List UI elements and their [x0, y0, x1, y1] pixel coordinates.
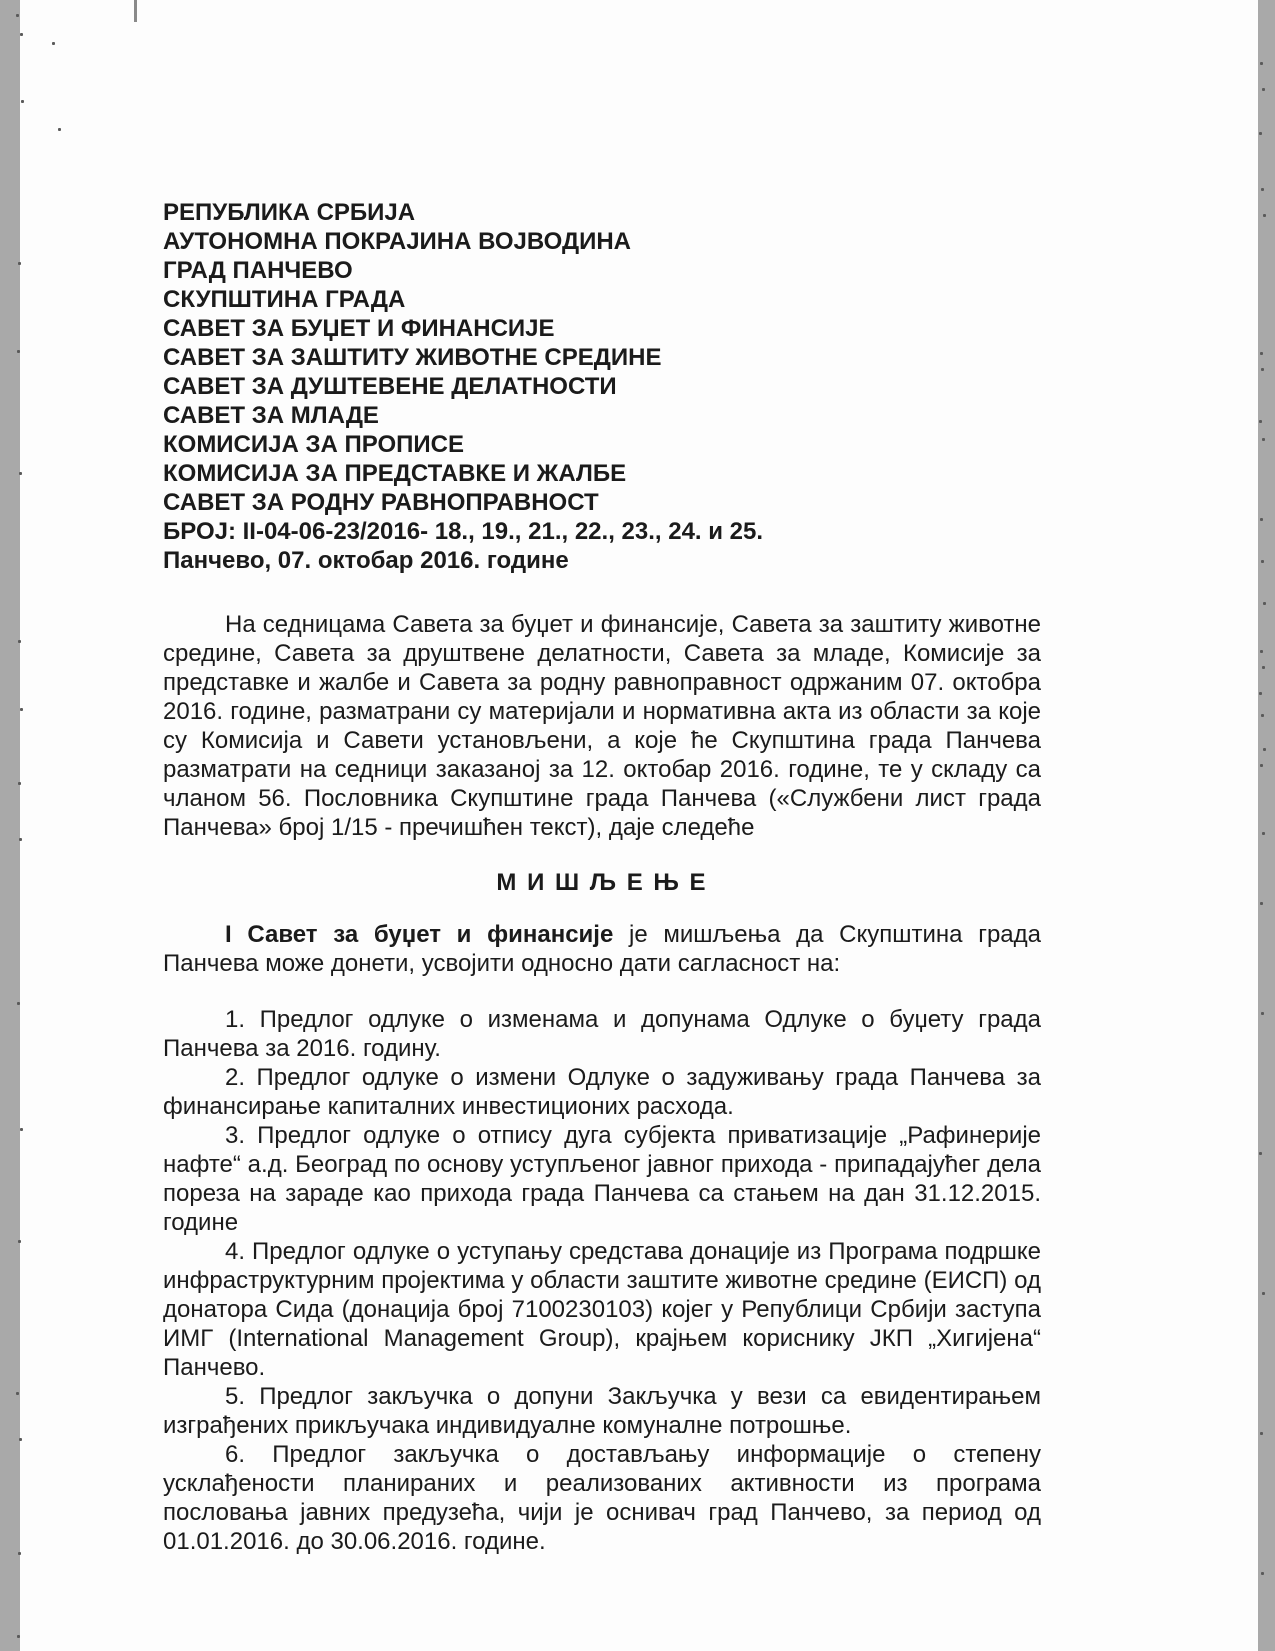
scan-speck [1261, 560, 1264, 563]
scan-speck [18, 782, 21, 785]
header-line-council-gender: САВЕТ ЗА РОДНУ РАВНОПРАВНОСТ [163, 489, 599, 516]
scan-speck [17, 1635, 20, 1638]
scan-speck [20, 33, 23, 36]
lead-paragraph-bold: I Савет за буџет и финансије [225, 921, 614, 948]
list-item-6: 6. Предлог закључка о достављању информације о степену усклађености планираних и реализованих активности из програма пословања јавних предузећа, чији је оснивач град Панчево, за период од 01.01.2016. до 30.06.2016. године. [163, 1441, 1041, 1555]
scan-speck [1261, 1012, 1264, 1015]
header-line-case-number: БРОЈ: II-04-06-23/2016- 18., 19., 21., 22., 23., 24. и 25. [163, 518, 764, 545]
header-line-date-place: Панчево, 07. октобар 2016. године [163, 547, 569, 574]
scan-speck [20, 708, 23, 711]
header-line-commission-appeals: КОМИСИЈА ЗА ПРЕДСТАВКЕ И ЖАЛБЕ [163, 460, 627, 487]
scan-speck [19, 472, 22, 475]
list-item-4: 4. Предлог одлуке о уступању средстава донације из Програма подршке инфраструктурним пројектима у области заштите животне средине (ЕИСП) од донатора Сида (донација број 7100230103) којег у Републици Србији заступа ИМГ (International Management Group), крајњем кориснику ЈКП „Хигијена“ Панчево. [163, 1238, 1041, 1381]
scan-speck [1262, 1292, 1265, 1295]
header-line-assembly: СКУПШТИНА ГРАДА [163, 286, 406, 313]
scan-speck [1259, 132, 1262, 135]
header-line-province: АУТОНОМНА ПОКРАЈИНА ВОЈВОДИНА [163, 228, 631, 255]
lead-paragraph [163, 920, 1041, 978]
scan-speck [1261, 714, 1264, 717]
lead-paragraph-rest: је мишљења да Скупштина града Панчева може донети, усвојити односно дати сагласност на: [163, 921, 1041, 977]
intro-paragraph: На седницама Савета за буџет и финансије, Савета за заштиту животне средине, Савета за друштвене делатности, Савета за младе, Комисије за представке и жалбе и Савета за родну равноправност одржаним 07. октобра 2016. године, разматрани су материјали и нормативна акта из области за које су Комисија и Савети установљени, а које ће Скупштина града Панчева разматрати на седници заказаној за 12. октобар 2016. године, те у складу са чланом 56. Пословника Скупштине града Панчева («Службени лист града Панчева» број 1/15 - пречишћен текст), даје следеће [163, 611, 1041, 841]
header-line-council-budget: САВЕТ ЗА БУЏЕТ И ФИНАНСИЈЕ [163, 315, 555, 342]
scan-speck [18, 640, 21, 643]
scan-speck [1263, 602, 1266, 605]
scan-speck [1261, 1572, 1264, 1575]
scan-speck [1259, 1152, 1262, 1155]
scan-speck [1260, 62, 1263, 65]
header-line-commission-regulations: КОМИСИЈА ЗА ПРОПИСЕ [163, 431, 464, 458]
scan-speck [16, 1392, 19, 1395]
list-item-1: 1. Предлог одлуке о изменама и допунама Одлуке о буџету града Панчева за 2016. годину. [163, 1006, 1041, 1062]
list-item-2: 2. Предлог одлуке о измени Одлуке о задуживању града Панчева за финансирање капиталних инвестиционих расхода. [163, 1064, 1041, 1120]
scan-speck [1259, 692, 1262, 695]
scan-speck [21, 100, 24, 103]
scan-speck [17, 1002, 20, 1005]
scan-speck [19, 1438, 22, 1441]
scan-speck [52, 42, 55, 45]
scan-speck [1260, 764, 1263, 767]
scan-speck [18, 1240, 21, 1243]
document-page [20, 0, 1258, 1651]
header-line-council-social: САВЕТ ЗА ДУШТЕВЕНЕ ДЕЛАТНОСТИ [163, 373, 617, 400]
scan-speck [19, 838, 22, 841]
scan-speck [1260, 518, 1263, 521]
list-item-5: 5. Предлог закључка о допуни Закључка у вези са евидентирањем изграђених прикључака индивидуалне комуналне потрошње. [163, 1383, 1041, 1439]
header-line-city: ГРАД ПАНЧЕВО [163, 257, 353, 284]
scan-speck [1260, 902, 1263, 905]
items-list [163, 1005, 1041, 1556]
scan-speck [1262, 832, 1265, 835]
scan-speck [17, 350, 20, 353]
scan-speck [1260, 1432, 1263, 1435]
header-line-council-youth: САВЕТ ЗА МЛАДЕ [163, 402, 379, 429]
scan-speck [1260, 650, 1263, 653]
scan-tick-top [134, 0, 137, 22]
scan-speck [1261, 188, 1264, 191]
scan-speck [1262, 88, 1265, 91]
scan-speck [20, 1128, 23, 1131]
scan-speck [1262, 438, 1265, 441]
header-line-council-environment: САВЕТ ЗА ЗАШТИТУ ЖИВОТНЕ СРЕДИНЕ [163, 344, 662, 371]
scan-speck [16, 14, 19, 17]
scan-speck [18, 262, 21, 265]
scan-speck [1263, 748, 1266, 751]
scan-speck [1262, 666, 1265, 669]
document-header [163, 198, 1041, 575]
header-line-republic: РЕПУБЛИКА СРБИЈА [163, 199, 416, 226]
scan-speck [1263, 214, 1266, 217]
scan-speck [1259, 420, 1262, 423]
scan-speck [58, 128, 61, 131]
opinion-title: М И Ш Љ Е Њ Е [496, 869, 708, 896]
document-content [163, 198, 1041, 1556]
scan-speck [1260, 352, 1263, 355]
scan-speck [18, 1552, 21, 1555]
scan-speck [1261, 368, 1264, 371]
list-item-3: 3. Предлог одлуке о отпису дуга субјекта приватизације „Рафинерије нафте“ а.д. Београд по основу уступљеног јавног прихода - припадајућег дела пореза на зараде као прихода града Панчева са стањем на дан 31.12.2015. године [163, 1122, 1041, 1236]
